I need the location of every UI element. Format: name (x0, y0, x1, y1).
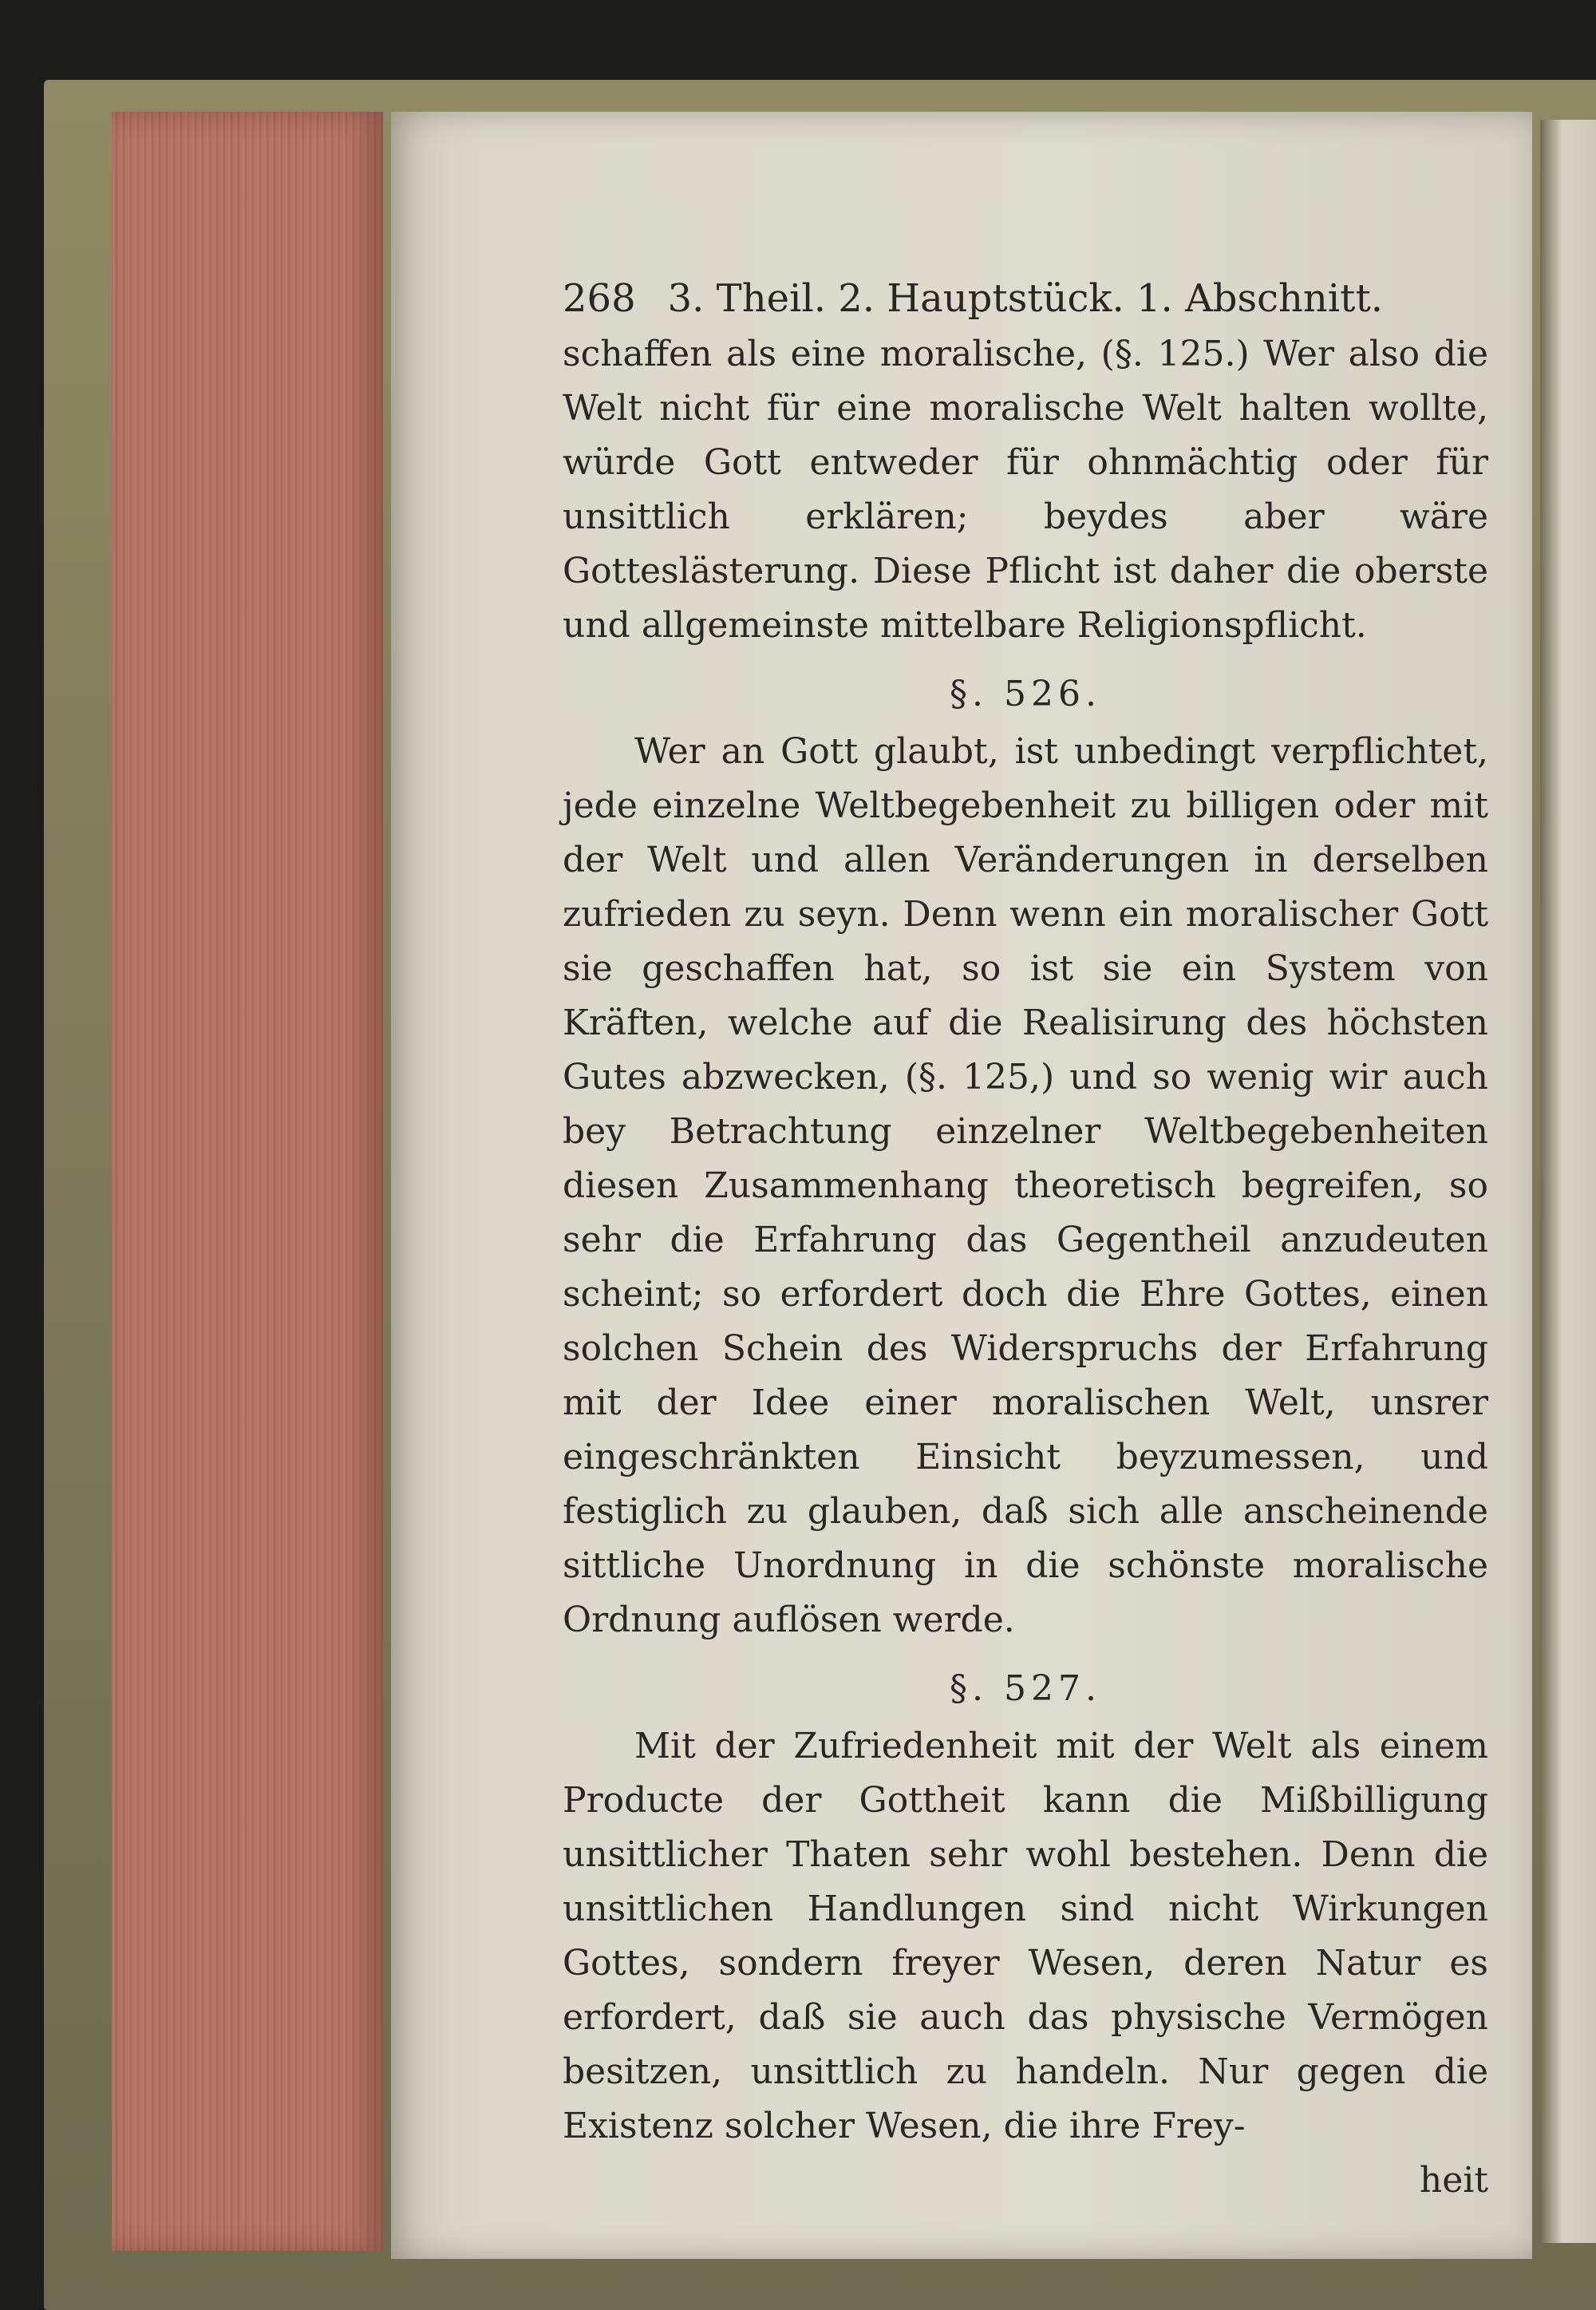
facing-page-edge (1540, 120, 1596, 2243)
continued-paragraph: schaffen als eine moralische, (§. 125.) Wer also die Welt nicht für eine moralische Welt halten wollte, würde Gott entweder für ohnmächtig oder für unsittlich erklären; beydes aber wäre Gotteslästerung. Diese Pflicht ist daher die oberste und allgemeinste mittelbare Religionspflicht. (563, 334, 1488, 646)
catchword: heit (1419, 2160, 1488, 2201)
running-header (563, 271, 1488, 327)
running-title: 3. Theil. 2. Hauptstück. 1. Abschnitt. (667, 276, 1383, 321)
page-number: 268 (563, 276, 636, 321)
page-text (563, 271, 1488, 2208)
section-heading-527: §. 527. (950, 1668, 1101, 1709)
section-text-527: Mit der Zufriedenheit mit der Welt als einem Producte der Gottheit kann die Mißbilligung unsittlicher Thaten sehr wohl bestehen. Denn die unsittlichen Handlungen sind nicht Wirkungen Gottes, sondern freyer Wesen, deren Natur es erfordert, daß sie auch das physische Vermögen besitzen, unsittlich zu handeln. Nur gegen die Existenz solcher Wesen, die ihre Frey- (563, 1726, 1488, 2146)
section-heading-526: §. 526. (950, 674, 1101, 714)
page-edge (112, 112, 383, 2251)
section-text-526: Wer an Gott glaubt, ist unbedingt verpflichtet, jede einzelne Weltbegebenheit zu billigen oder mit der Welt und allen Veränderungen in derselben zufrieden zu seyn. Denn wenn ein moralischer Gott sie geschaffen hat, so ist sie ein System von Kräften, welche auf die Realisirung des höchsten Gutes abzwecken, (§. 125,) und so wenig wir auch bey Betrachtung einzelner Weltbegebenheiten diesen Zusammenhang theoretisch begreifen, so sehr die Erfahrung das Gegentheil anzudeuten scheint; so erfordert doch die Ehre Gottes, einen solchen Schein des Widerspruchs der Erfahrung mit der Idee einer moralischen Welt, unsrer eingeschränkten Einsicht beyzumessen, und festiglich zu glauben, daß sich alle anscheinende sittliche Unordnung in die schönste moralische Ordnung auflösen werde. (563, 731, 1488, 1640)
